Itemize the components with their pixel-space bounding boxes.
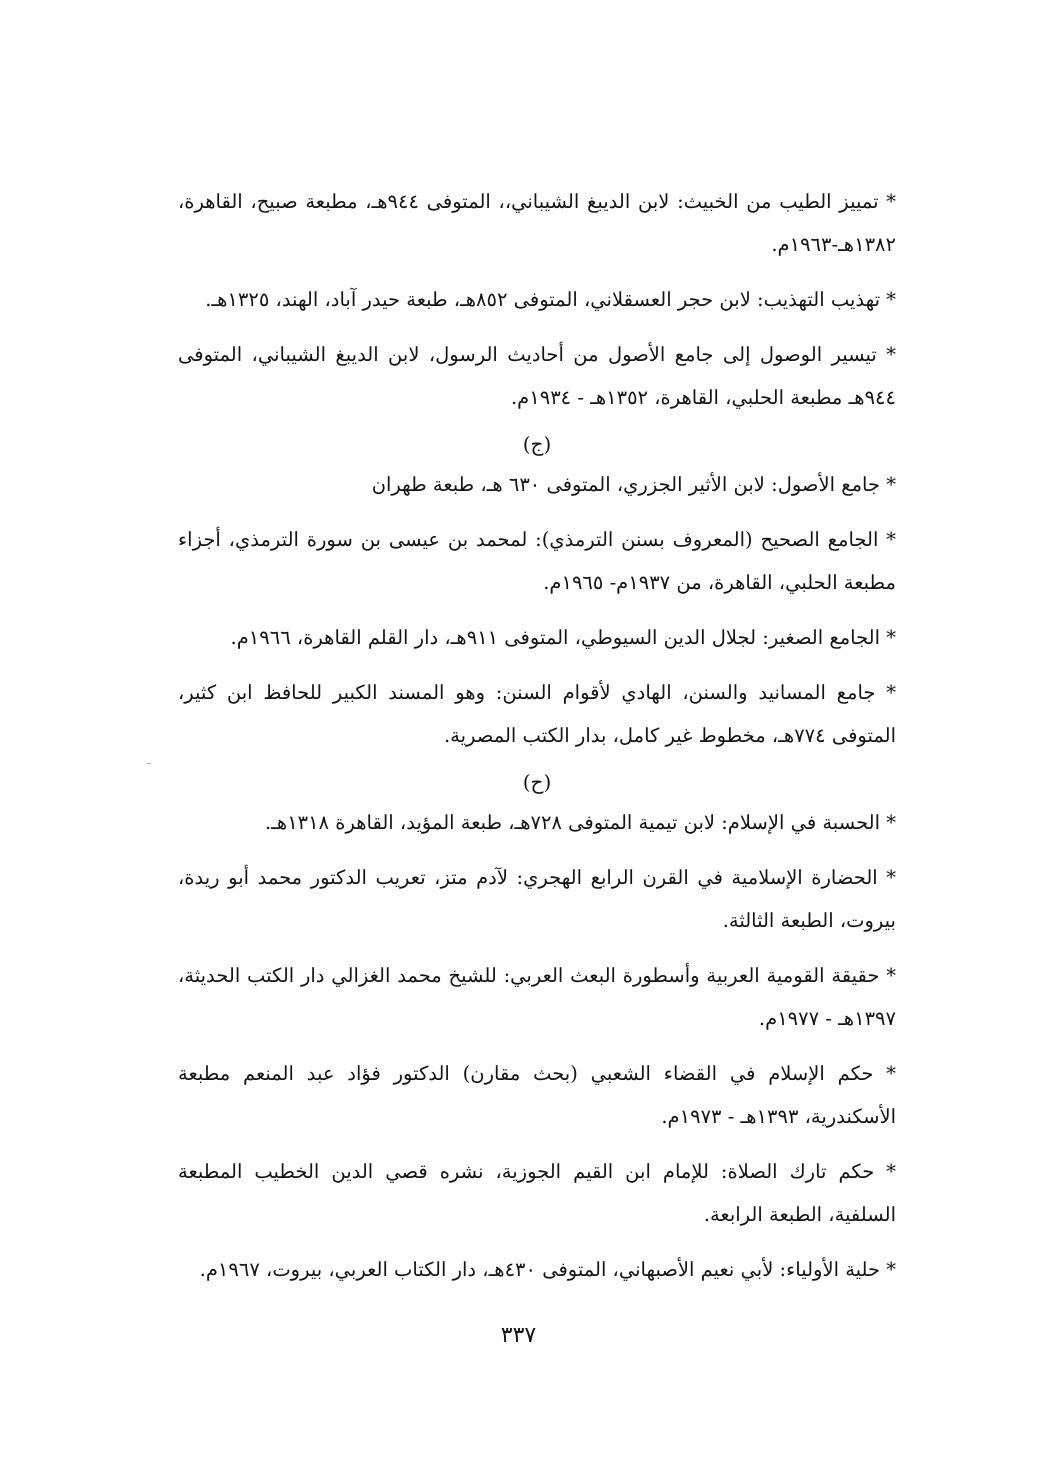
section-heading-ha: (ح)	[522, 770, 552, 794]
bibliography-entry: * الجامع الصغير: لجلال الدين السيوطي، المتوفى ٩١١هـ، دار القلم القاهرة، ١٩٦٦م.	[230, 626, 896, 649]
bibliography-entry: * حقيقة القومية العربية وأسطورة البعث العربي: للشيخ محمد الغزالي دار الكتب الحديثة، ١٣٩٧هـ - ١٩٧٧م.	[178, 964, 896, 1030]
bibliography-entry: * تمييز الطيب من الخبيث: لابن الديبغ الشيباني،، المتوفى ٩٤٤هـ، مطبعة صبيح، القاهرة، ١٣٨٢هـ-١٩٦٣م.	[178, 190, 896, 256]
bibliography-entry: * تيسير الوصول إلى جامع الأصول من أحاديث الرسول، لابن الديبغ الشيباني، المتوفى ٩٤٤هـ مطبعة الحلبي، القاهرة، ١٣٥٢هـ - ١٩٣٤م.	[178, 343, 896, 409]
bibliography-entry: * حكم الإسلام في القضاء الشعبي (بحث مقارن) الدكتور فؤاد عبد المنعم مطبعة الأسكندرية، ١٣٩٣هـ - ١٩٧٣م.	[178, 1062, 896, 1128]
bibliography-entry: * جامع الأصول: لابن الأثير الجزري، المتوفى ٦٣٠ هـ، طبعة طهران	[371, 473, 896, 496]
bibliography-entry: * تهذيب التهذيب: لابن حجر العسقلاني، المتوفى ٨٥٢هـ، طبعة حيدر آباد، الهند، ١٣٢٥هـ.	[205, 288, 896, 311]
bibliography-entry: * الحسبة في الإسلام: لابن تيمية المتوفى ٧٢٨هـ، طبعة المؤيد، القاهرة ١٣١٨هـ.	[264, 811, 896, 834]
section-heading-jim: (ج)	[522, 432, 552, 456]
bibliography-entry: * حلية الأولياء: لأبي نعيم الأصبهاني، المتوفى ٤٣٠هـ، دار الكتاب العربي، بيروت، ١٩٦٧م.	[199, 1258, 896, 1281]
bibliography-entry: * الحضارة الإسلامية في القرن الرابع الهجري: لآدم متز، تعريب الدكتور محمد أبو ريدة، بيروت، الطبعة الثالثة.	[178, 866, 896, 932]
bibliography-entry: * الجامع الصحيح (المعروف بسنن الترمذي): لمحمد بن عيسى بن سورة الترمذي، أجزاء مطبعة الحلبي، القاهرة، من ١٩٣٧م- ١٩٦٥م.	[178, 528, 896, 594]
page-number: ٣٣٧	[500, 1323, 537, 1348]
margin-mark	[147, 763, 151, 764]
bibliography-entry: * حكم تارك الصلاة: للإمام ابن القيم الجوزية، نشره قصي الدين الخطيب المطبعة السلفية، الطبعة الرابعة.	[178, 1160, 896, 1226]
bibliography-entry: * جامع المسانيد والسنن، الهادي لأقوام السنن: وهو المسند الكبير للحافظ ابن كثير، المتوفى ٧٧٤هـ، مخطوط غير كامل، بدار الكتب المصرية.	[178, 681, 896, 747]
bibliography-list	[178, 180, 896, 1303]
